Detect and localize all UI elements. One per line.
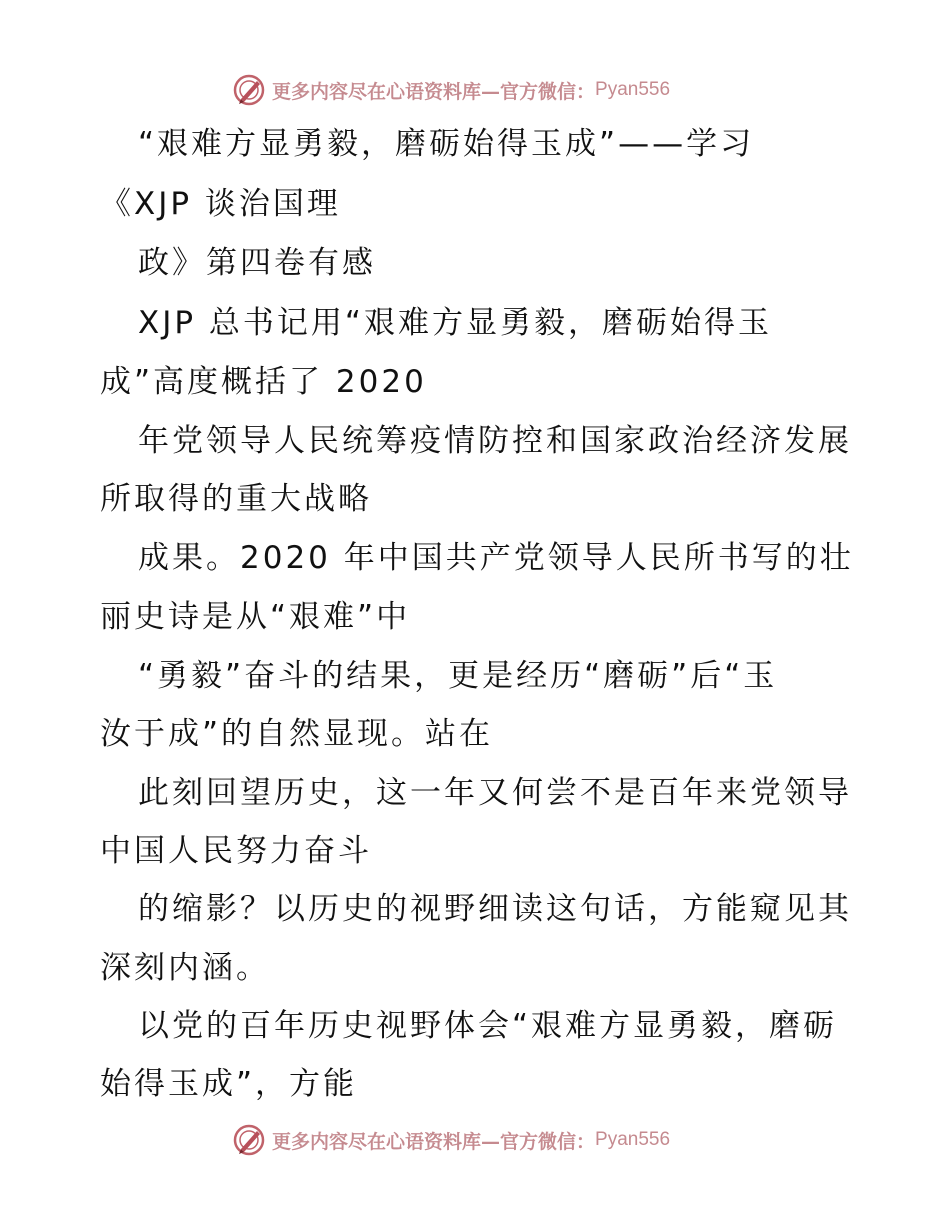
- text-line: 以党的百年历史视野体会“艰难方显勇毅，磨砺: [138, 1008, 838, 1044]
- header-watermark-banner: [0, 70, 950, 110]
- text-line: 深刻内涵。: [100, 950, 270, 986]
- text-line: 年党领导人民统筹疫情防控和国家政治经济发展: [138, 423, 852, 459]
- text-line: “勇毅”奋斗的结果，更是经历“磨砺”后“玉: [138, 658, 778, 694]
- text-line: 丽史诗是从“艰难”中: [100, 599, 411, 635]
- pen-logo-icon: [232, 1123, 266, 1157]
- text-line: 所取得的重大战略: [100, 481, 372, 517]
- text-line: XJP 总书记用“艰难方显勇毅，磨砺始得玉: [138, 305, 772, 341]
- header-wechat-id: Pyan556: [595, 79, 671, 100]
- text-line: 政》第四卷有感: [138, 245, 376, 281]
- text-line: 此刻回望历史，这一年又何尝不是百年来党领导: [138, 775, 852, 811]
- text-line: 《XJP 谈治国理: [100, 186, 341, 222]
- text-line: 始得玉成”，方能: [100, 1066, 358, 1102]
- text-line: 中国人民努力奋斗: [100, 833, 372, 869]
- text-line: 成”高度概括了 2020: [100, 364, 427, 400]
- text-line: “艰难方显勇毅，磨砺始得玉成”——学习: [138, 126, 755, 162]
- text-line: 成果。2020 年中国共产党领导人民所书写的壮: [138, 540, 854, 576]
- header-banner-text: 更多内容尽在心语资料库—官方微信：: [272, 80, 596, 103]
- footer-wechat-id: Pyan556: [595, 1129, 671, 1150]
- text-line: 的缩影？以历史的视野细读这句话，方能窥见其: [138, 891, 852, 927]
- footer-banner-text: 更多内容尽在心语资料库—官方微信：: [272, 1130, 596, 1153]
- text-line: 汝于成”的自然显现。站在: [100, 716, 494, 752]
- pen-logo-icon: [232, 73, 266, 107]
- footer-watermark-banner: [0, 1120, 950, 1160]
